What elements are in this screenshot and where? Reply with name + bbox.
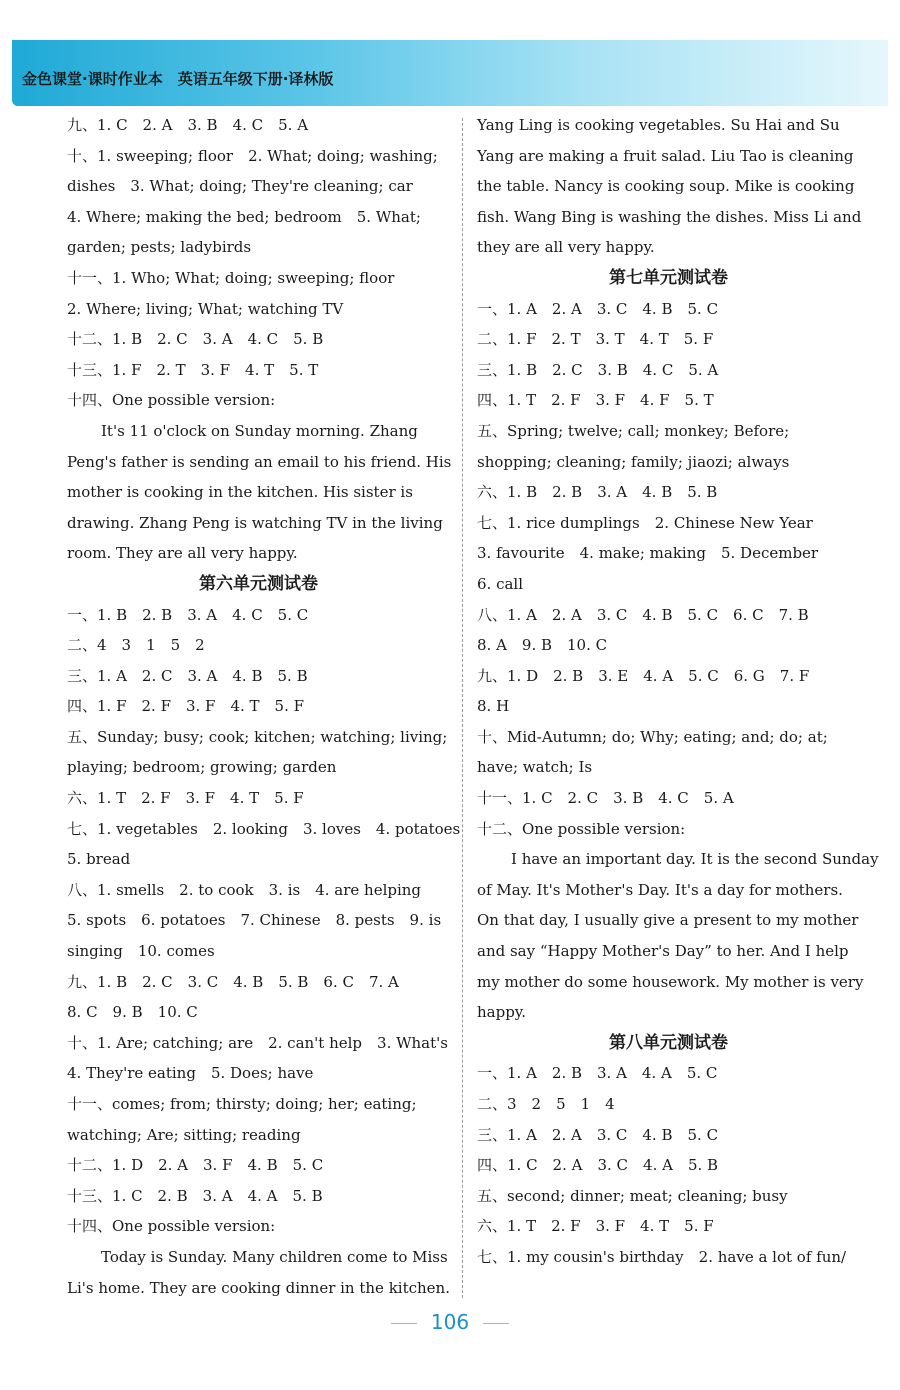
answer-line: 8. H xyxy=(477,697,510,716)
answer-line: 十一、comes; from; thirsty; doing; her; eating; xyxy=(67,1095,417,1113)
section-heading: 第八单元测试卷 xyxy=(609,1032,728,1053)
answer-line: 一、1. A 2. B 3. A 4. A 5. C xyxy=(477,1064,718,1083)
answer-line: 8. A 9. B 10. C xyxy=(477,636,608,655)
answer-line: 二、1. F 2. T 3. T 4. T 5. F xyxy=(477,330,714,349)
answer-line: 十四、One possible version: xyxy=(67,391,276,410)
answer-line: 十二、1. B 2. C 3. A 4. C 5. B xyxy=(67,330,324,349)
answer-line: On that day, I usually give a present to my mother xyxy=(477,911,859,930)
answer-line: 三、1. A 2. A 3. C 4. B 5. C xyxy=(477,1125,719,1144)
answer-line: Li's home. They are cooking dinner in the kitchen. xyxy=(67,1278,450,1297)
answer-line: 九、1. C 2. A 3. B 4. C 5. A xyxy=(67,116,309,134)
answer-line: singing 10. comes xyxy=(67,942,215,961)
answer-line: 五、Sunday; busy; cook; kitchen; watching; living; xyxy=(67,727,448,746)
footer-left-rule xyxy=(391,1323,417,1324)
answer-line: 十三、1. C 2. B 3. A 4. A 5. B xyxy=(67,1186,323,1205)
answer-line: garden; pests; ladybirds xyxy=(67,238,252,257)
answer-paragraph-line: I have an important day. It is the second Sunday xyxy=(511,850,879,869)
answer-paragraph-line: It's 11 o'clock on Sunday morning. Zhang xyxy=(101,421,418,440)
answer-line: dishes 3. What; doing; They're cleaning; car xyxy=(67,177,413,196)
answer-line: 十二、1. D 2. A 3. F 4. B 5. C xyxy=(67,1156,324,1175)
answer-line: 一、1. A 2. A 3. C 4. B 5. C xyxy=(477,299,719,318)
answer-line: 十、Mid-Autumn; do; Why; eating; and; do; at; xyxy=(477,727,828,746)
answer-line: of May. It's Mother's Day. It's a day for mothers. xyxy=(477,880,843,899)
answer-line: watching; Are; sitting; reading xyxy=(67,1125,301,1144)
answer-line: they are all very happy. xyxy=(477,238,655,257)
answer-line: 五、second; dinner; meat; cleaning; busy xyxy=(477,1186,788,1205)
answer-line: Yang Ling is cooking vegetables. Su Hai and Su xyxy=(477,116,840,134)
answer-line: room. They are all very happy. xyxy=(67,544,298,563)
answer-line: 2. Where; living; What; watching TV xyxy=(67,299,344,318)
answer-line: 三、1. A 2. C 3. A 4. B 5. B xyxy=(67,666,308,685)
answer-line: 8. C 9. B 10. C xyxy=(67,1003,198,1022)
answer-line: 二、3 2 5 1 4 xyxy=(477,1095,615,1113)
answer-paragraph-line: Today is Sunday. Many children come to Miss xyxy=(101,1247,448,1266)
answer-line: 四、1. F 2. F 3. F 4. T 5. F xyxy=(67,697,305,716)
answer-line: 三、1. B 2. C 3. B 4. C 5. A xyxy=(477,360,719,379)
page-number-footer xyxy=(0,1310,900,1334)
answer-line: my mother do some housework. My mother is very xyxy=(477,972,864,991)
footer-right-rule xyxy=(483,1323,509,1324)
answer-line: mother is cooking in the kitchen. His sister is xyxy=(67,483,413,502)
right-answer-column xyxy=(477,110,879,1273)
section-heading: 第七单元测试卷 xyxy=(609,267,728,288)
answer-line: 七、1. vegetables 2. looking 3. loves 4. potatoes xyxy=(67,819,461,838)
answer-line: 十、1. sweeping; floor 2. What; doing; washing; xyxy=(67,146,438,165)
answer-line: the table. Nancy is cooking soup. Mike is cooking xyxy=(477,177,855,196)
answer-line: 八、1. smells 2. to cook 3. is 4. are helping xyxy=(67,880,422,899)
answer-line: 七、1. my cousin's birthday 2. have a lot of fun/ xyxy=(477,1247,847,1266)
answer-line: have; watch; Is xyxy=(477,758,593,777)
answer-line: 六、1. T 2. F 3. F 4. T 5. F xyxy=(477,1217,714,1236)
answer-line: 九、1. D 2. B 3. E 4. A 5. C 6. G 7. F xyxy=(477,666,810,685)
answer-line: 5. bread xyxy=(67,850,131,869)
answer-line: 十二、One possible version: xyxy=(477,819,686,838)
answer-line: Peng's father is sending an email to his friend. His xyxy=(67,452,452,471)
answer-line: 五、Spring; twelve; call; monkey; Before; xyxy=(477,421,790,440)
answer-line: 九、1. B 2. C 3. C 4. B 5. B 6. C 7. A xyxy=(67,972,399,991)
section-heading: 第六单元测试卷 xyxy=(199,573,318,594)
answer-line: 六、1. T 2. F 3. F 4. T 5. F xyxy=(67,789,304,808)
answer-line: 5. spots 6. potatoes 7. Chinese 8. pests 9. is xyxy=(67,911,442,930)
answer-line: 一、1. B 2. B 3. A 4. C 5. C xyxy=(67,605,309,624)
header-title: 金色课堂·课时作业本 英语五年级下册·译林版 xyxy=(22,70,334,88)
answer-line: and say “Happy Mother's Day” to her. And I help xyxy=(477,942,849,961)
page-number: 106 xyxy=(430,1310,470,1334)
answer-line: 4. Where; making the bed; bedroom 5. What; xyxy=(67,207,421,226)
answer-line: 十三、1. F 2. T 3. F 4. T 5. T xyxy=(67,360,319,379)
answer-line: drawing. Zhang Peng is watching TV in the living xyxy=(67,513,443,532)
column-divider xyxy=(462,118,463,1298)
answer-line: 3. favourite 4. make; making 5. December xyxy=(477,544,819,563)
left-answer-column xyxy=(67,110,461,1303)
answer-line: 六、1. B 2. B 3. A 4. B 5. B xyxy=(477,483,718,502)
answer-line: 十一、1. C 2. C 3. B 4. C 5. A xyxy=(477,789,734,808)
answer-line: Yang are making a fruit salad. Liu Tao is cleaning xyxy=(477,146,854,165)
answer-line: 6. call xyxy=(477,574,524,593)
answer-line: 四、1. C 2. A 3. C 4. A 5. B xyxy=(477,1156,719,1175)
answer-line: playing; bedroom; growing; garden xyxy=(67,758,337,777)
answer-line: happy. xyxy=(477,1003,527,1022)
answer-line: fish. Wang Bing is washing the dishes. Miss Li and xyxy=(477,207,862,226)
answer-line: shopping; cleaning; family; jiaozi; always xyxy=(477,452,790,471)
answer-line: 十四、One possible version: xyxy=(67,1217,276,1236)
answer-line: 十一、1. Who; What; doing; sweeping; floor xyxy=(67,268,395,287)
answer-line: 七、1. rice dumplings 2. Chinese New Year xyxy=(477,513,813,532)
answer-line: 4. They're eating 5. Does; have xyxy=(67,1064,314,1083)
answer-line: 八、1. A 2. A 3. C 4. B 5. C 6. C 7. B xyxy=(477,605,809,624)
answer-line: 二、4 3 1 5 2 xyxy=(67,636,205,655)
answer-line: 四、1. T 2. F 3. F 4. F 5. T xyxy=(477,391,714,410)
answer-line: 十、1. Are; catching; are 2. can't help 3. What's xyxy=(67,1033,448,1052)
